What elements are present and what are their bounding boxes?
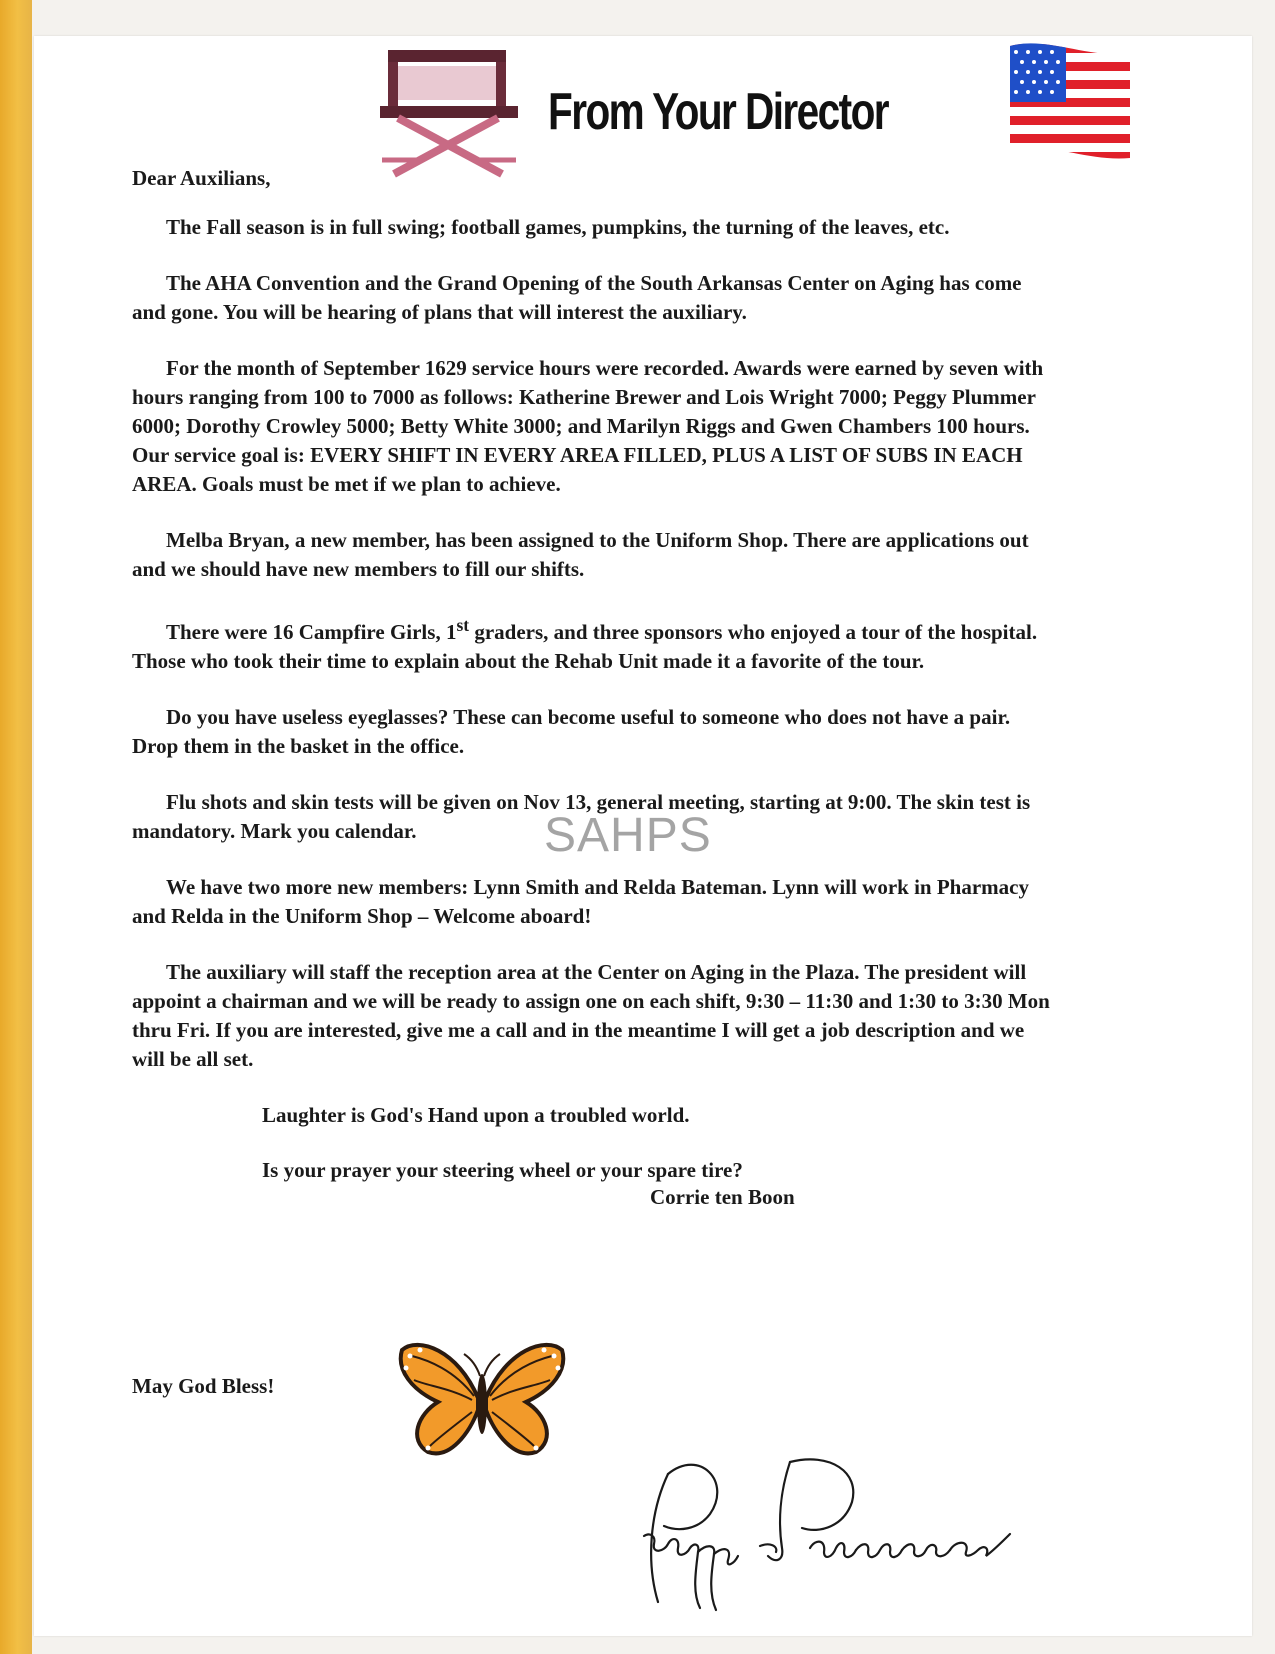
american-flag-icon — [1006, 40, 1134, 172]
signature — [640, 1452, 1040, 1622]
butterfly-icon — [398, 1340, 566, 1468]
paragraph-service-hours: For the month of September 1629 service hours were recorded. Awards were earned by seven with hours ranging from 100 to 7000 as follows: Katherine Brewer and Lois Wright 7000; Peggy Plummer 6000; Dorothy Crowley 5000; Betty White 3000; and Marilyn Riggs and Gwen Chambers 100 hours. Our service goal is: EVERY SHIFT IN EVERY AREA FILLED, PLUS A LIST OF SUBS IN EACH AREA. Goals must be met if we plan to achieve. — [132, 356, 1044, 496]
quote-laughter: Laughter is God's Hand upon a troubled world. — [262, 1103, 690, 1127]
paragraph-new-member: Melba Bryan, a new member, has been assigned to the Uniform Shop. There are applications out and we should have new members to fill our shifts. — [132, 528, 1029, 581]
paragraph-flu-shots: Flu shots and skin tests will be given on Nov 13, general meeting, starting at 9:00. The skin test is mandatory. Mark you calendar. — [132, 790, 1031, 843]
letter-body — [132, 164, 1052, 1212]
binder-edge — [0, 0, 32, 1654]
closing: May God Bless! — [132, 1374, 275, 1398]
page-title: From Your Director — [548, 83, 889, 141]
paragraph-convention: The AHA Convention and the Grand Opening of the South Arkansas Center on Aging has come and gone. You will be hearing of plans that will interest the auxiliary. — [132, 271, 1022, 324]
directors-chair-icon — [376, 44, 522, 180]
campfire-superscript: st — [456, 615, 470, 635]
watermark: SAHPS — [544, 809, 712, 862]
salutation: Dear Auxilians, — [132, 166, 271, 190]
paragraph-eyeglasses: Do you have useless eyeglasses? These can become useful to someone who does not have a pair. Drop them in the basket in the office. — [132, 705, 1011, 758]
paragraph-reception-area: The auxiliary will staff the reception area at the Center on Aging in the Plaza. The president will appoint a chairman and we will be ready to assign one on each shift, 9:30 – 11:30 and 1:30 to 3:30 Mon thru Fri. If you are interested, give me a call and in the meantime I will get a job description and we will be all set. — [132, 960, 1050, 1071]
campfire-text-end: graders, and three sponsors who enjoyed a tour of the hospital. Those who took their time to explain about the Rehab Unit made it a favorite of the tour. — [132, 620, 1038, 673]
paragraph-fall-season: The Fall season is in full swing; football games, pumpkins, the turning of the leaves, etc. — [166, 215, 950, 239]
paragraph-more-members: We have two more new members: Lynn Smith and Relda Bateman. Lynn will work in Pharmacy and Relda in the Uniform Shop – Welcome aboard! — [132, 875, 1029, 928]
paragraph-campfire-tour — [132, 611, 1052, 676]
quote-attribution: Corrie ten Boon — [650, 1185, 795, 1209]
quote-prayer: Is your prayer your steering wheel or your spare tire? — [262, 1158, 743, 1182]
campfire-text-start: There were 16 Campfire Girls, 1 — [166, 620, 457, 644]
